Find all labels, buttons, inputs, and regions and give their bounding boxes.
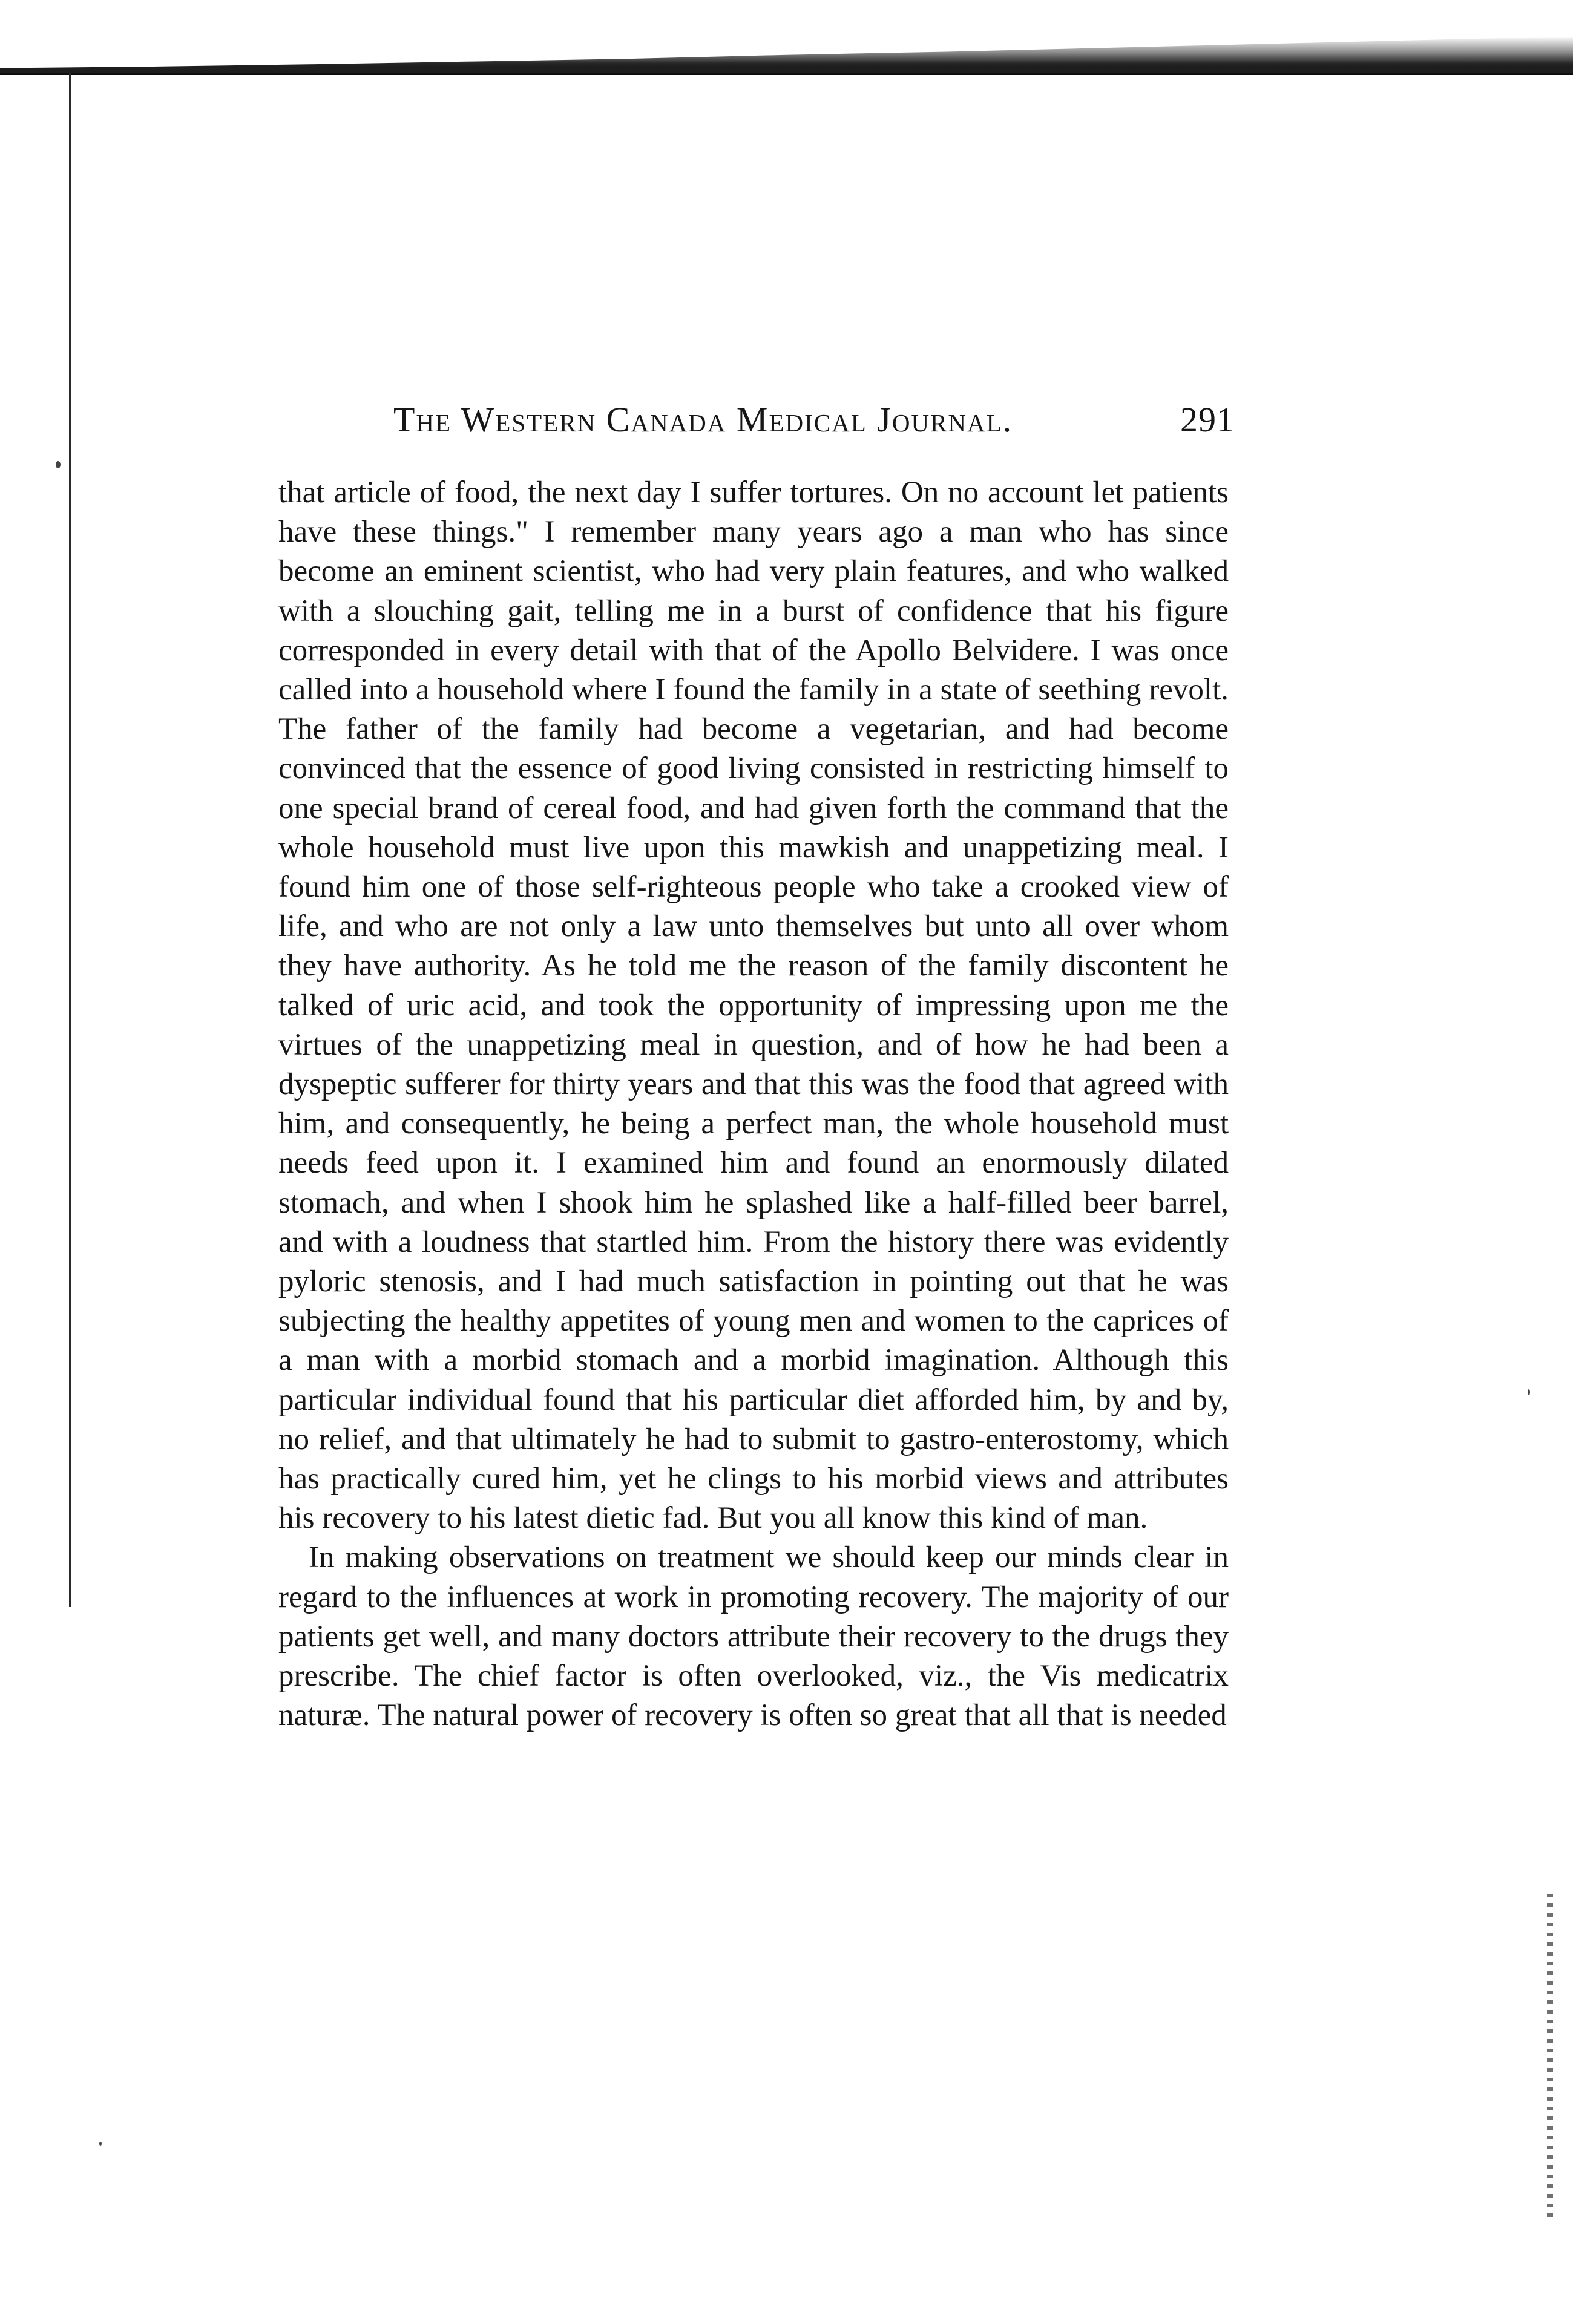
journal-title: The Western Canada Medical Journal. (393, 400, 1013, 439)
scan-speck (99, 2142, 102, 2146)
scan-top-border (0, 68, 1573, 73)
scan-speck (1528, 1389, 1530, 1395)
running-head (393, 399, 1235, 454)
paragraph: In making observations on treatment we should keep our minds clear in regard to the influences at work in promoting recovery. The majority of our patients get well, and many doctors attribute their recovery to the drugs they prescribe. The chief factor is often overlooked, viz., the Vis medicatrix naturæ. The natural power of recovery is often so great that all that is needed (278, 1540, 1229, 1733)
scan-right-edge-noise (1547, 1894, 1553, 2221)
paragraph: that article of food, the next day I suffer tortures. On no account let patients have these things." I remember many years ago a man who has since become an eminent scientist, who had very plain features, and who walked with a slouching gait, telling me in a burst of confidence that his figure corresponded in every detail with that of the Apollo Belvidere. I was once called into a household where I found the family in a state of seething revolt. The father of the family had become a vegetarian, and had become convinced that the essence of good living consisted in restricting himself to one special brand of cereal food, and had given forth the command that the whole household must live upon this mawkish and unappetizing meal. I found him one of those self-righteous people who take a crooked view of life, and who are not only a law unto themselves but unto all over whom they have authority. As he told me the reason of the family discontent he talked of uric acid, and took the opportunity of impressing upon me the virtues of the unappetizing meal in question, and of how he had been a dyspeptic sufferer for thirty years and that this was the food that agreed with him, and consequently, he being a perfect man, the whole household must needs feed upon it. I examined him and found an enormously dilated stomach, and when I shook him he splashed like a half-filled beer barrel, and with a loudness that startled him. From the history there was evidently pyloric stenosis, and I had much satisfaction in pointing out that he was subjecting the healthy appetites of young men and women to the caprices of a man with a morbid stomach and a morbid imagination. Although this particular individual found that his particular diet afforded him, by and by, no relief, and that ultimately he had to submit to gastro-enterostomy, which has practically cured him, yet he clings to his morbid views and attributes his recovery to his latest dietic fad. But you all know this kind of man. (278, 476, 1229, 1536)
scan-left-border (69, 73, 71, 1607)
page-number: 291 (1180, 400, 1235, 439)
body-text (278, 473, 1229, 1736)
scan-speck (56, 461, 61, 468)
